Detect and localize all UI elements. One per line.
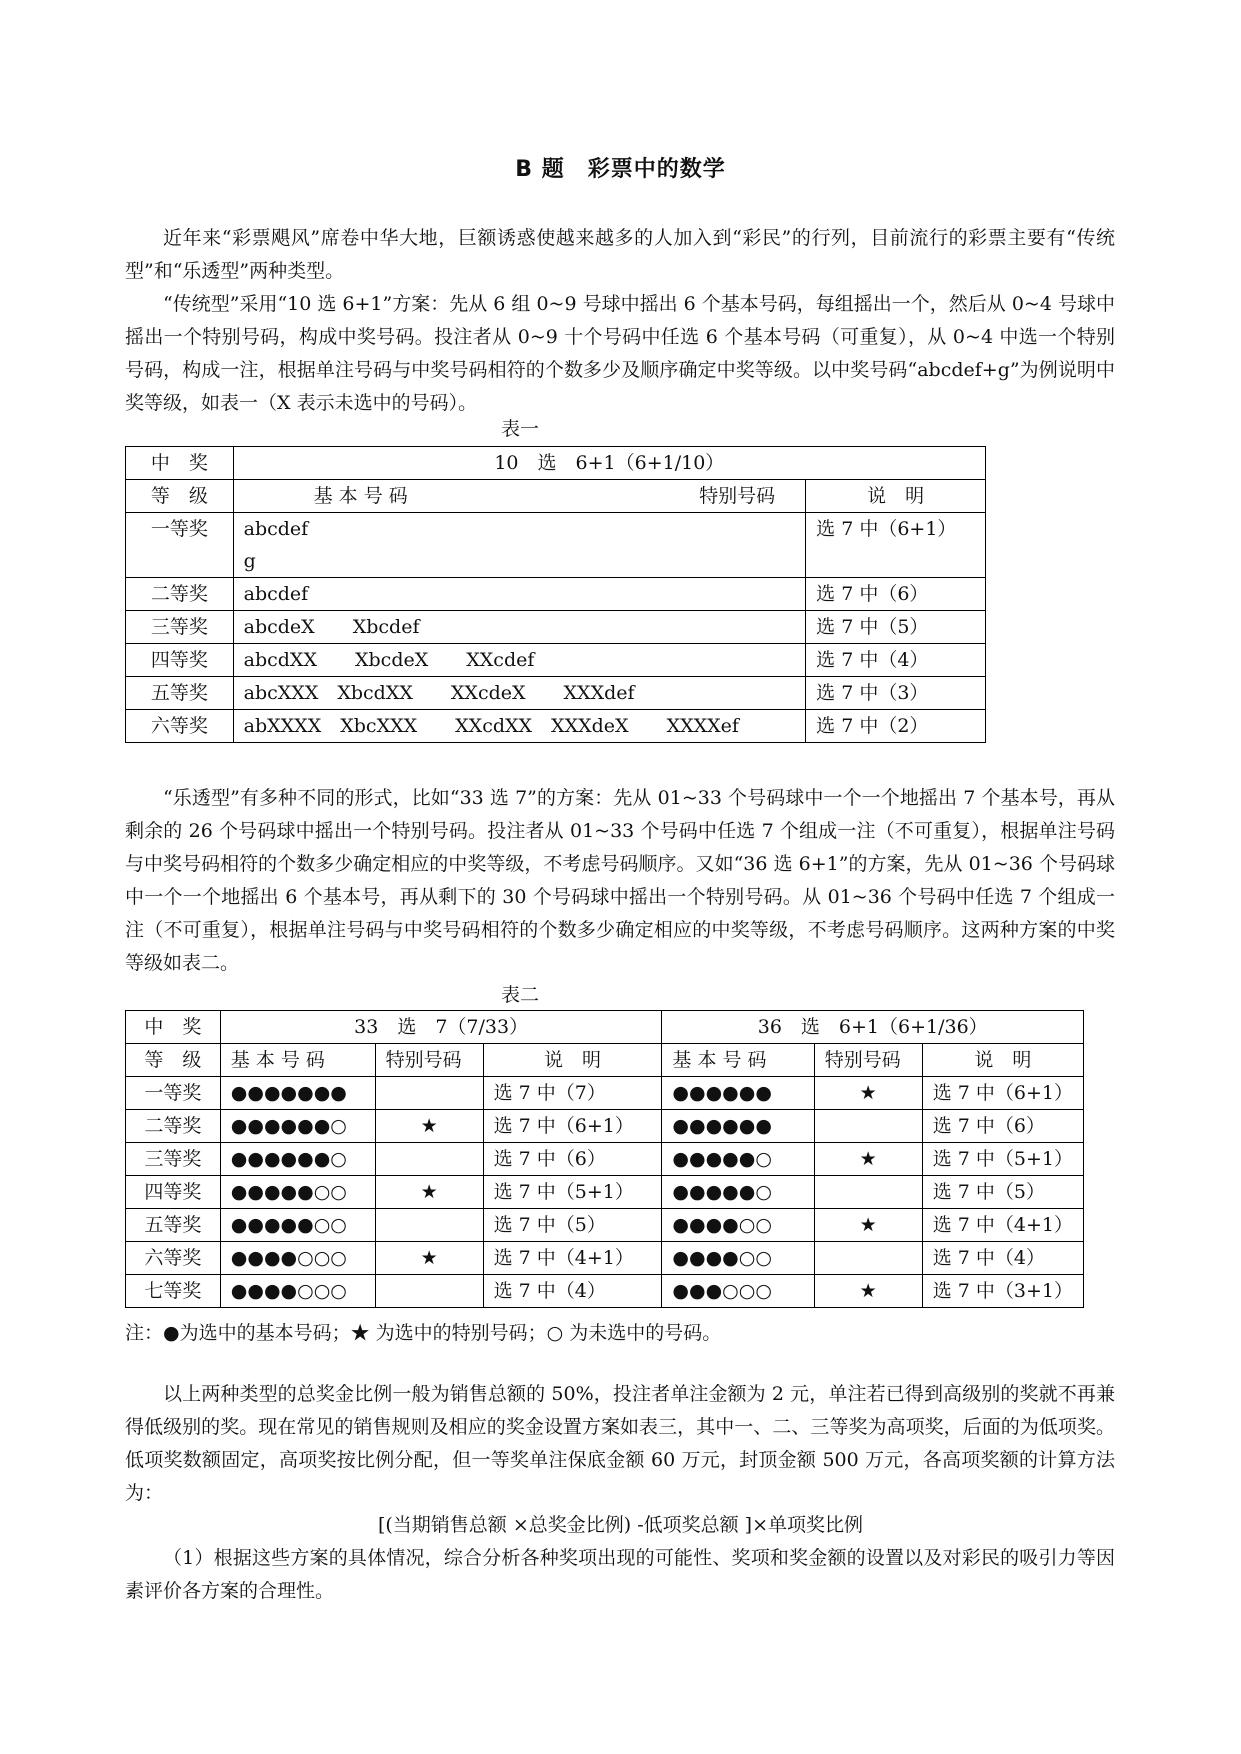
table1-row-codes: abXXXX XbcXXX XXcdXX XXXdeX XXXXef xyxy=(233,710,806,743)
table2-row-special-b: ★ xyxy=(814,1077,922,1110)
table1-caption: 表一 xyxy=(500,418,539,440)
table1-row-level: 一等奖 xyxy=(126,513,234,578)
table1-row-desc: 选 7 中（4） xyxy=(806,644,986,677)
table2-row-special-a: ★ xyxy=(375,1242,483,1275)
table2-row-special-a xyxy=(375,1275,483,1308)
table2-row xyxy=(126,1209,1084,1242)
table2-row-desc-a: 选 7 中（6） xyxy=(483,1143,662,1176)
table2-row-desc-b: 选 7 中（5+1） xyxy=(922,1143,1083,1176)
page-title: B 题 彩票中的数学 xyxy=(515,157,726,182)
table2-row-basic-b: ●●●●●○ xyxy=(662,1176,814,1209)
table2-row-desc-b: 选 7 中（5） xyxy=(922,1176,1083,1209)
table1-head-desc: 说 明 xyxy=(806,480,986,513)
closing-paragraph: 以上两种类型的总奖金比例一般为销售总额的 50%，投注者单注金额为 2 元，单注若已得到高级别的奖就不再兼得低级别的奖。现在常见的销售规则及相应的奖金设置方案如表三，其中一、二、三等奖为高项奖，后面的为低项奖。低项奖数额固定，高项奖按比例分配，但一等奖单注保底金额 60 万元，封顶金额 500 万元，各高项奖额的计算方法为： xyxy=(125,1383,1115,1504)
table1-row-desc: 选 7 中（3） xyxy=(806,677,986,710)
table2-row-special-b: ★ xyxy=(814,1209,922,1242)
table2-row-level: 三等奖 xyxy=(126,1143,221,1176)
table2-row-level: 七等奖 xyxy=(126,1275,221,1308)
table2-row xyxy=(126,1176,1084,1209)
table1-row-codes: abcdeX Xbcdef xyxy=(233,611,806,644)
table2-row-basic-a: ●●●●○○○ xyxy=(220,1242,375,1275)
table2-caption: 表二 xyxy=(500,984,539,1006)
table2-row-basic-b: ●●●●○○ xyxy=(662,1209,814,1242)
table2-row-basic-a: ●●●●●○○ xyxy=(220,1176,375,1209)
table2-row-desc-a: 选 7 中（4+1） xyxy=(483,1242,662,1275)
table2-row-special-b xyxy=(814,1176,922,1209)
table1-row-codes xyxy=(233,513,806,578)
table1-row-codes: abcXXX XbcdXX XXcdeX XXXdef xyxy=(233,677,806,710)
table2-row-level: 四等奖 xyxy=(126,1176,221,1209)
table2-row-basic-a: ●●●●●●○ xyxy=(220,1143,375,1176)
table2-row-special-a: ★ xyxy=(375,1110,483,1143)
table1-head-special: 特别号码 xyxy=(699,485,776,507)
table2-row-desc-a: 选 7 中（5+1） xyxy=(483,1176,662,1209)
table2-row-basic-a: ●●●●●●● xyxy=(220,1077,375,1110)
table1-row-level: 四等奖 xyxy=(126,644,234,677)
table2-row-special-b xyxy=(814,1242,922,1275)
table2-row-desc-a: 选 7 中（7） xyxy=(483,1077,662,1110)
table-1 xyxy=(125,446,986,743)
table2-row-special-b: ★ xyxy=(814,1143,922,1176)
table2-row-special-b: ★ xyxy=(814,1275,922,1308)
table2-head-level-1: 中 奖 xyxy=(126,1011,221,1044)
question-paragraph: （1）根据这些方案的具体情况，综合分析各种奖项出现的可能性、奖项和奖金额的设置以及对彩民的吸引力等因素评价各方案的合理性。 xyxy=(125,1547,1115,1602)
table2-note: 注：●为选中的基本号码；★ 为选中的特别号码；○ 为未选中的号码。 xyxy=(125,1322,722,1344)
table1-row-level: 二等奖 xyxy=(126,578,234,611)
table2-row xyxy=(126,1077,1084,1110)
table2-row-desc-a: 选 7 中（5） xyxy=(483,1209,662,1242)
table1-row-desc: 选 7 中（2） xyxy=(806,710,986,743)
table2-row-level: 六等奖 xyxy=(126,1242,221,1275)
intro-paragraph-2: “传统型”采用“10 选 6+1”方案：先从 6 组 0~9 号球中摇出 6 个基本号码，每组摇出一个，然后从 0~4 号球中摇出一个特别号码，构成中奖号码。投注者从 0~9 十个号码中任选 6 个基本号码（可重复），从 0~4 中选一个特别号码，构成一注，根据单注号码与中奖号码相符的个数多少及顺序确定中奖等级。以中奖号码“abcdef+g”为例说明中奖等级，如表一（X 表示未选中的号码）。 xyxy=(125,293,1115,414)
table1-row-desc: 选 7 中（6） xyxy=(806,578,986,611)
table1-head-level-1: 中 奖 xyxy=(126,447,234,480)
table2-head-level-2: 等 级 xyxy=(126,1044,221,1077)
table2-row xyxy=(126,1275,1084,1308)
table2-row-basic-b: ●●●●●● xyxy=(662,1077,814,1110)
table1-row-desc: 选 7 中（5） xyxy=(806,611,986,644)
table2-head-desc-a: 说 明 xyxy=(483,1044,662,1077)
table2-head-basic-a: 基 本 号 码 xyxy=(220,1044,375,1077)
table2-row-basic-b: ●●●○○○ xyxy=(662,1275,814,1308)
middle-paragraph: “乐透型”有多种不同的形式，比如“33 选 7”的方案：先从 01~33 个号码球中一个一个地摇出 7 个基本号，再从剩余的 26 个号码球中摇出一个特别号码。投注者从 01~33 个号码中任选 7 个组成一注（不可重复），根据单注号码与中奖号码相符的个数多少确定相应的中奖等级，不考虑号码顺序。又如“36 选 6+1”的方案，先从 01~36 个号码球中一个一个地摇出 6 个基本号，再从剩下的 30 个号码球中摇出一个特别号码。从 01~36 个号码中任选 7 个组成一注（不可重复），根据单注号码与中奖号码相符的个数多少确定相应的中奖等级，不考虑号码顺序。这两种方案的中奖等级如表二。 xyxy=(125,787,1115,974)
table2-row-level: 五等奖 xyxy=(126,1209,221,1242)
table2-head-desc-b: 说 明 xyxy=(922,1044,1083,1077)
formula: [(当期销售总额 ×总奖金比例) -低项奖总额 ]×单项奖比例 xyxy=(377,1514,864,1536)
table2-row-special-a xyxy=(375,1209,483,1242)
table2-body xyxy=(126,1077,1084,1308)
table2-row-level: 一等奖 xyxy=(126,1077,221,1110)
table1-row-codes-main: abcdef xyxy=(243,518,309,540)
table2-row-basic-a: ●●●●○○○ xyxy=(220,1275,375,1308)
table1-row-level: 三等奖 xyxy=(126,611,234,644)
table2-row-desc-b: 选 7 中（4+1） xyxy=(922,1209,1083,1242)
table2-head-special-a: 特别号码 xyxy=(375,1044,483,1077)
table2-row-basic-a: ●●●●●●○ xyxy=(220,1110,375,1143)
table1-row-level: 六等奖 xyxy=(126,710,234,743)
table2-head-basic-b: 基 本 号 码 xyxy=(662,1044,814,1077)
table1-row-codes: abcdef xyxy=(233,578,806,611)
table2-row-basic-b: ●●●●●○ xyxy=(662,1143,814,1176)
table2-row-level: 二等奖 xyxy=(126,1110,221,1143)
table2-row xyxy=(126,1143,1084,1176)
table2-row xyxy=(126,1110,1084,1143)
table2-row-special-a xyxy=(375,1143,483,1176)
table2-row-special-a xyxy=(375,1077,483,1110)
table1-head-basic: 基 本 号 码 xyxy=(313,485,408,507)
table2-row-basic-b: ●●●●●● xyxy=(662,1110,814,1143)
table2-row-special-b xyxy=(814,1110,922,1143)
table2-row-desc-b: 选 7 中（3+1） xyxy=(922,1275,1083,1308)
table2-row-desc-b: 选 7 中（6） xyxy=(922,1110,1083,1143)
table2-head-scheme-a: 33 选 7（7/33） xyxy=(220,1011,662,1044)
table2-head-special-b: 特别号码 xyxy=(814,1044,922,1077)
table1-head-level-2: 等 级 xyxy=(126,480,234,513)
table1-row-codes-extra: g xyxy=(243,550,256,572)
table2-head-scheme-b: 36 选 6+1（6+1/36） xyxy=(662,1011,1084,1044)
table1-row-level: 五等奖 xyxy=(126,677,234,710)
table2-row-special-a: ★ xyxy=(375,1176,483,1209)
table2-row-basic-b: ●●●●○○ xyxy=(662,1242,814,1275)
table2-row-desc-b: 选 7 中（6+1） xyxy=(922,1077,1083,1110)
intro-paragraph-1: 近年来“彩票飓风”席卷中华大地，巨额诱惑使越来越多的人加入到“彩民”的行列，目前流行的彩票主要有“传统型”和“乐透型”两种类型。 xyxy=(125,227,1115,282)
table1-head-codes xyxy=(233,480,806,513)
table2-row-desc-b: 选 7 中（4） xyxy=(922,1242,1083,1275)
table2-row xyxy=(126,1242,1084,1275)
table2-row-basic-a: ●●●●●○○ xyxy=(220,1209,375,1242)
table1-head-scheme: 10 选 6+1（6+1/10） xyxy=(233,447,985,480)
table1-row-desc: 选 7 中（6+1） xyxy=(806,513,986,578)
table1-row-codes: abcdXX XbcdeX XXcdef xyxy=(233,644,806,677)
table-2 xyxy=(125,1010,1084,1308)
table2-row-desc-a: 选 7 中（4） xyxy=(483,1275,662,1308)
table2-row-desc-a: 选 7 中（6+1） xyxy=(483,1110,662,1143)
